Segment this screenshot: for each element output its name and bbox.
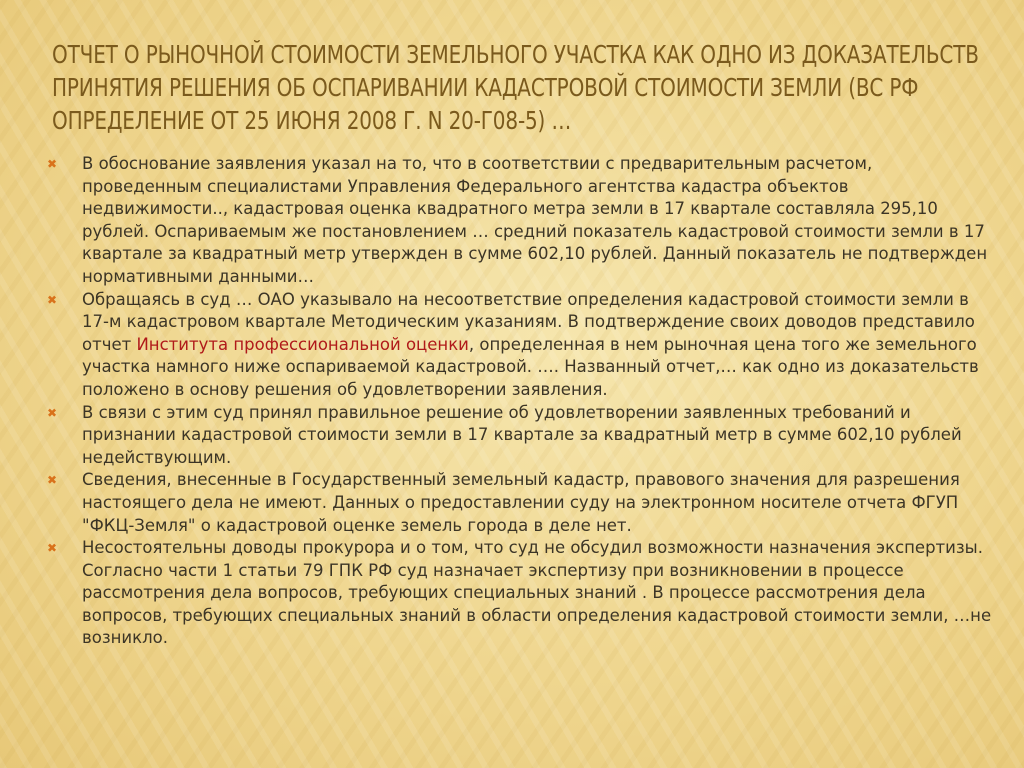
x-mark-bullet-icon: ✖ (46, 292, 58, 307)
bullet-item-1 (44, 153, 994, 289)
bullet-text: Несостоятельны доводы прокурора и о том, что суд не обсудил возможности назначения экспертизы. Согласно части 1 статьи 79 ГПК РФ суд назначает экспертизу при возникновении в процессе рассмотрения дела вопросов, требующих специальных знаний . В процессе рассмотрения дела вопросов, требующих специальных знаний в области определения кадастровой стоимости земли, …не возникло. (82, 538, 992, 648)
bullet-item-5 (44, 537, 994, 650)
bullet-list (44, 153, 994, 650)
bullet-text: Сведения, внесенные в Государственный земельный кадастр, правового значения для разрешения настоящего дела не имеют. Данных о предоставлении суду на электронном носителе отчета ФГУП "ФКЦ-Земля" о кадастровой оценке земель города в деле нет. (82, 470, 960, 535)
bullet-item-2 (44, 289, 994, 402)
bullet-item-3 (44, 402, 994, 470)
bullet-item-4 (44, 469, 994, 537)
bullet-text: В обоснование заявления указал на то, что в соответствии с предварительным расчетом, проведенным специалистами Управления Федерального агентства кадастра объектов недвижимости.., кадастровая оценка квадратного метра земли в 17 квартале составляла 295,10 рублей. Оспариваемым же постановлением … средний показатель кадастровой стоимости земли в 17 квартале за квадратный метр утвержден в сумме 602,10 рублей. Данный показатель не подтвержден нормативными данными… (82, 154, 988, 286)
x-mark-bullet-icon: ✖ (46, 157, 58, 171)
x-mark-bullet-icon: ✖ (46, 473, 58, 488)
highlighted-organization-name: Института профессиональной оценки (136, 334, 469, 354)
bullet-text-end: , определенная в нем рыночная цена того же земельного участка намного ниже оспариваемой кадастровой. …. Названный отчет,… как одно из доказательств положено в основу решения об удовлетворении заявления. (82, 334, 979, 399)
x-mark-bullet-icon: ✖ (46, 405, 58, 420)
slide-title: ОТЧЕТ О РЫНОЧНОЙ СТОИМОСТИ ЗЕМЕЛЬНОГО УЧАСТКА КАК ОДНО ИЗ ДОКАЗАТЕЛЬСТВ ПРИНЯТИЯ РЕШЕНИЯ ОБ ОСПАРИВАНИИ КАДАСТРОВОЙ СТОИМОСТИ ЗЕМЛИ (ВС РФ ОПРЕДЕЛЕНИЕ ОТ 25 ИЮНЯ 2008 Г. N 20-Г08-5) … (52, 40, 979, 135)
x-mark-bullet-icon: ✖ (46, 541, 58, 556)
bullet-text-start: Обращаясь в суд … ОАО указывало на несоответствие определения кадастровой стоимости земли в 17-м кадастровом квартале Методическим указаниям. В подтверждение своих доводов представило отчет (82, 289, 975, 354)
bullet-text: В связи с этим суд принял правильное решение об удовлетворении заявленных требований и признании кадастровой стоимости земли в 17 квартале за квадратный метр в сумме 602,10 рублей недействующим. (82, 402, 962, 467)
